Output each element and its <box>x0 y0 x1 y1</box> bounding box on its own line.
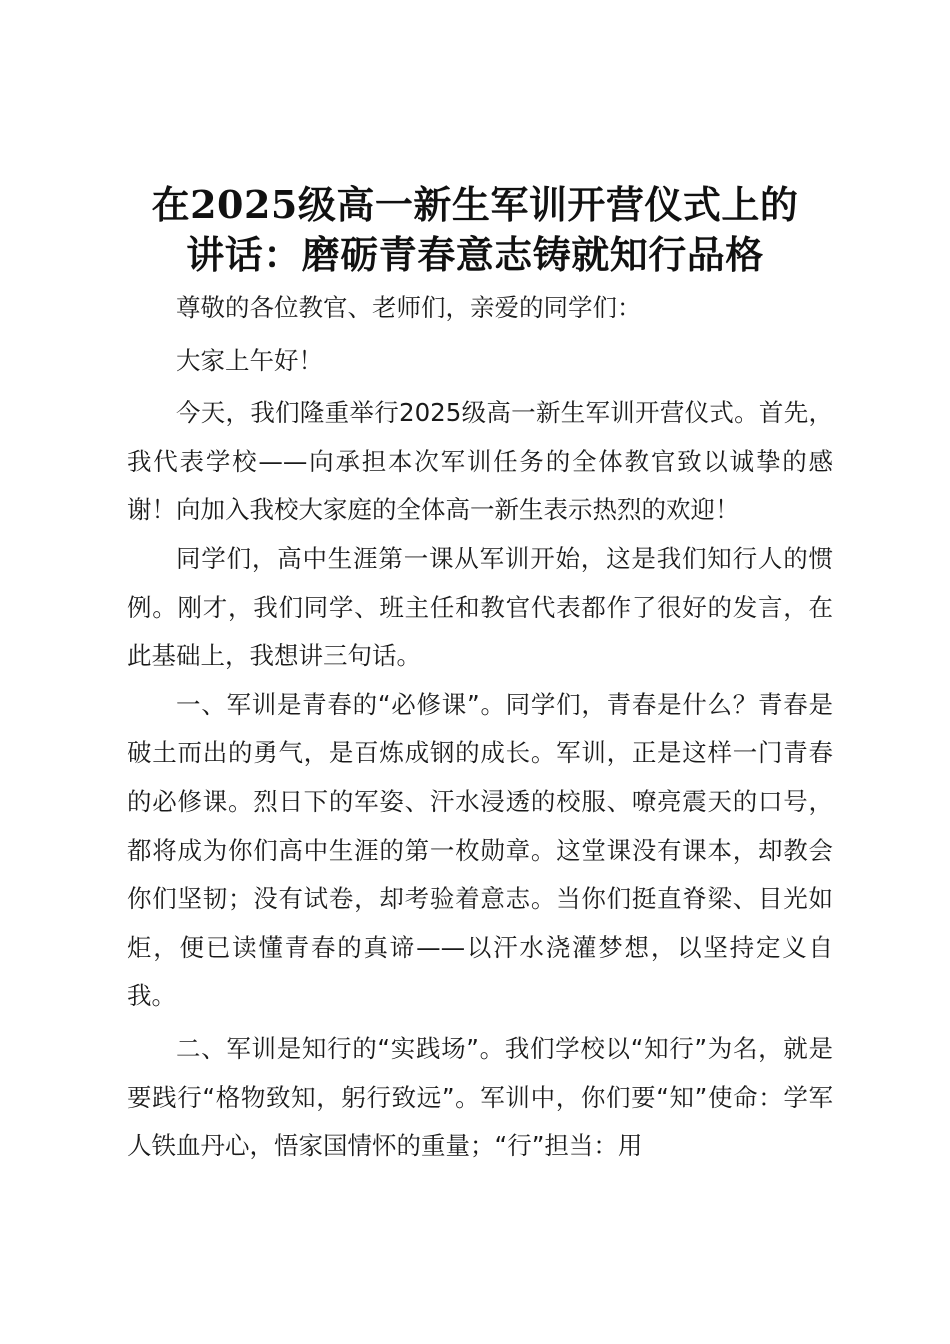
title-line-1: 在2025级高一新生军训开营仪式上的 <box>151 182 799 227</box>
speech-body <box>127 284 833 1171</box>
intro-paragraph: 同学们，高中生涯第一课从军训开始，这是我们知行人的惯例。刚才，我们同学、班主任和教官代表都作了很好的发言，在此基础上，我想讲三句话。 <box>127 543 833 671</box>
document-title <box>100 180 850 280</box>
point-two-paragraph: 二、军训是知行的“实践场”。我们学校以“知行”为名，就是要践行“格物致知，躬行致远”。军训中，你们要“知”使命：学军人铁血丹心，悟家国情怀的重量；“行”担当：用 <box>127 1033 833 1161</box>
title-line-2: 讲话：磨砺青春意志铸就知行品格 <box>186 232 764 277</box>
opening-paragraph: 今天，我们隆重举行2025级高一新生军训开营仪式。首先，我代表学校——向承担本次军训任务的全体教官致以诚挚的感谢！向加入我校大家庭的全体高一新生表示热烈的欢迎！ <box>127 398 833 525</box>
salutation-paragraph: 尊敬的各位教官、老师们，亲爱的同学们： <box>176 293 642 322</box>
point-one-paragraph: 一、军训是青春的“必修课”。同学们，青春是什么？青春是破土而出的勇气，是百炼成钢的成长。军训，正是这样一门青春的必修课。烈日下的军姿、汗水浸透的校服、嘹亮震天的口号，都将成为你们高中生涯的第一枚勋章。这堂课没有课本，却教会你们坚韧；没有试卷，却考验着意志。当你们挺直脊梁、目光如炬，便已读懂青春的真谛——以汗水浇灌梦想，以坚持定义自我。 <box>127 689 833 1011</box>
greeting-paragraph: 大家上午好！ <box>176 345 323 375</box>
